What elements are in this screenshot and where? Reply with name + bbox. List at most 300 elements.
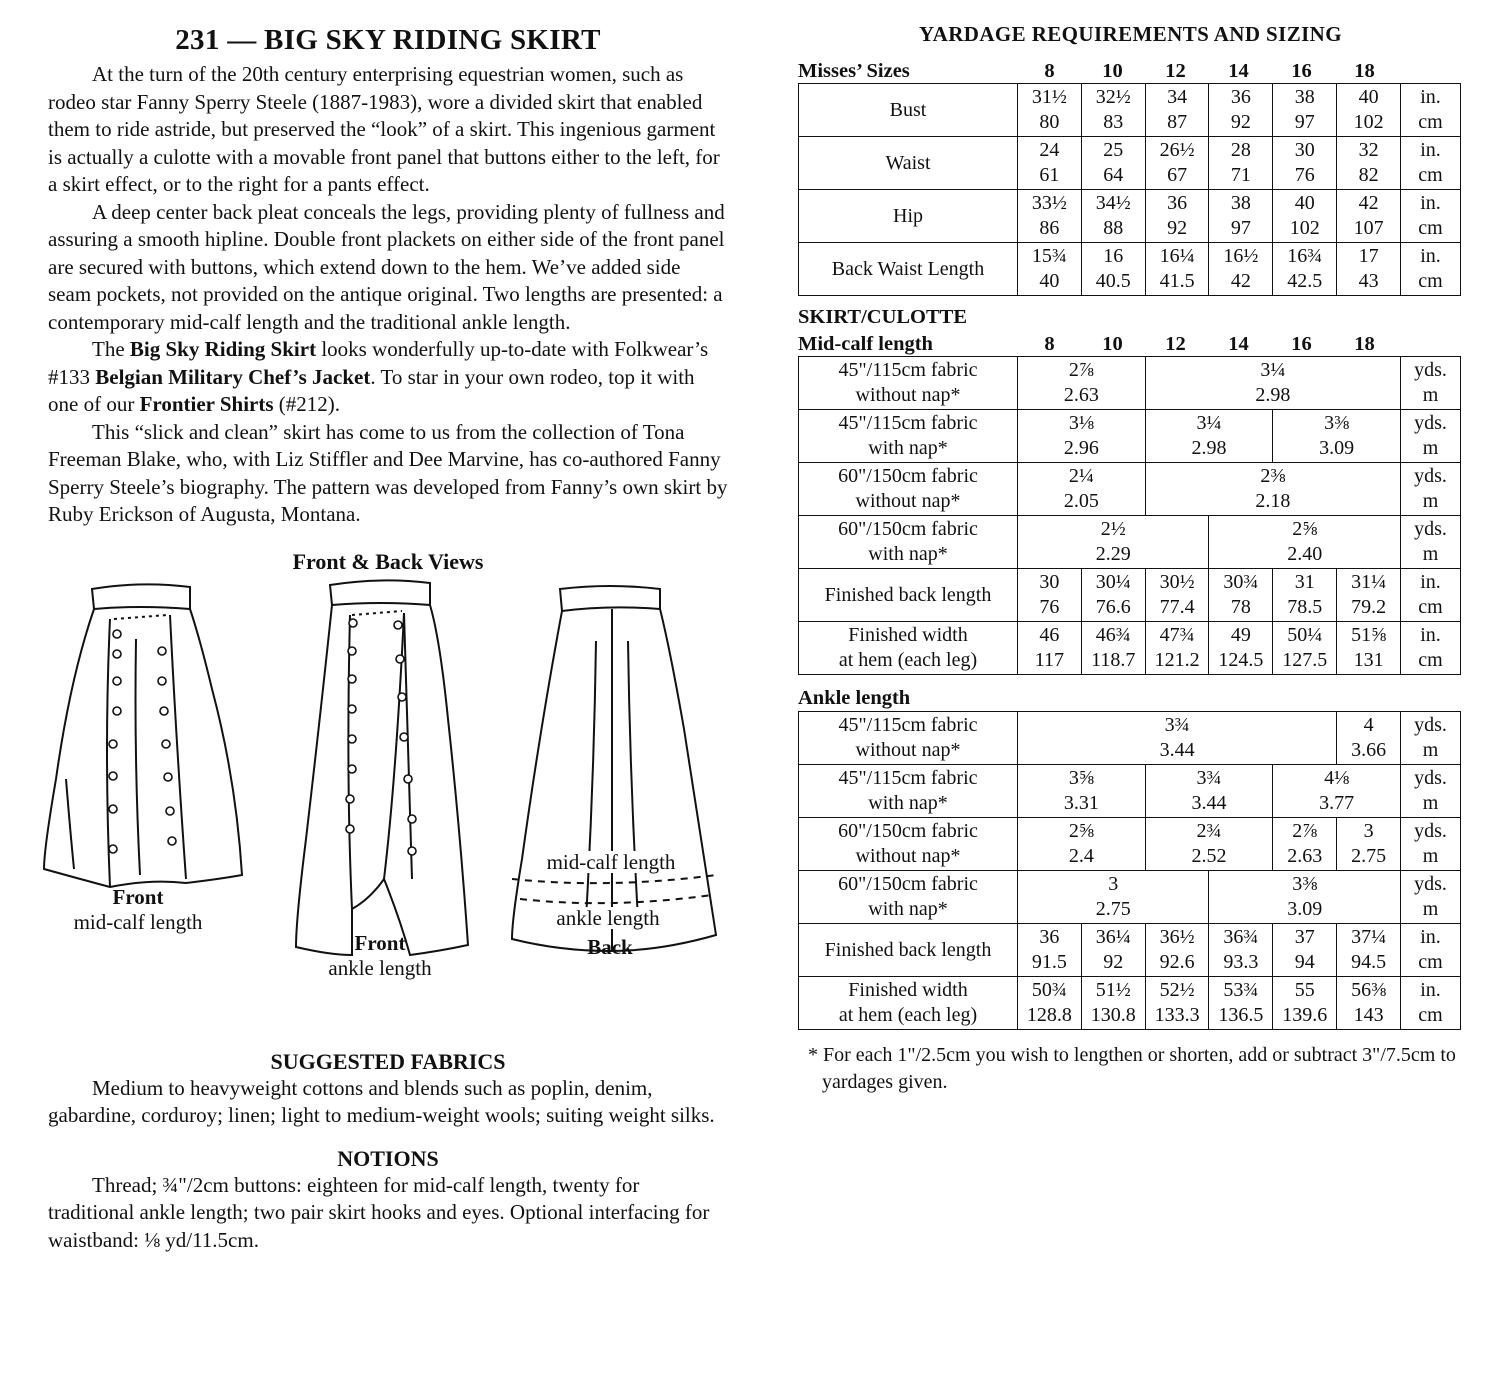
unit-cell [1401,190,1461,243]
value-in: 31½ [1031,86,1067,108]
value-in: 15¾ [1031,245,1067,267]
value-in: 50¼ [1287,624,1323,646]
finished-back-row [799,569,1461,622]
back-ankle-mark: ankle length [538,907,678,929]
value-cm: 78.5 [1287,596,1323,618]
fabrics-title: SUGGESTED FABRICS [270,1048,506,1074]
value-cm: 130.8 [1090,1004,1136,1026]
unit-cell [1401,622,1461,675]
unit-m: m [1422,792,1439,814]
yardage-m: 2.98 [1255,384,1291,406]
value-cell [1273,977,1337,1030]
fabric-label [799,712,1018,765]
size-12: 12 [1165,333,1186,355]
yardage-cell [1145,463,1400,516]
yardage-m: 2.75 [1351,845,1387,867]
caption-back: Back [587,934,633,959]
unit-cell [1401,516,1461,569]
value-cm: 97 [1230,217,1251,239]
value-in: 46¾ [1095,624,1131,646]
yardage-cell [1018,871,1209,924]
unit-cell [1401,84,1461,137]
fabrics-text: Medium to heavyweight cottons and blends such as poplin, denim, gabardine, corduroy; linen; light to medium-weight wools; suiting weight silks. [48,1075,715,1127]
value-cell [1145,924,1209,977]
value-cm: 76.6 [1095,596,1131,618]
yardage-cell [1018,357,1146,410]
value-cm: 82 [1358,164,1379,186]
value-in: 32½ [1095,86,1131,108]
value-in: 49 [1230,624,1251,646]
unit-cell [1401,463,1461,516]
fabric-label [799,357,1018,410]
value-in: 37¼ [1351,926,1387,948]
value-cell [1273,243,1337,296]
value-cell [1209,977,1273,1030]
value-cell [1273,84,1337,137]
unit-cm: cm [1418,596,1443,618]
yardage-m: 3.31 [1063,792,1099,814]
value-in: 16¼ [1159,245,1195,267]
yardage-yds: 3⅜ [1324,412,1350,434]
fabric-row [799,712,1461,765]
body-measurements-table [798,83,1461,296]
value-in: 55 [1294,979,1315,1001]
value-cell [1337,924,1401,977]
value-in: 16½ [1223,245,1259,267]
unit-m: m [1422,437,1439,459]
value-in: 30½ [1159,571,1195,593]
yardage-cell [1209,516,1401,569]
value-cell [1018,84,1082,137]
value-in: 40 [1358,86,1379,108]
yardage-yds: 3⅛ [1068,412,1094,434]
value-in: 17 [1358,245,1379,267]
size-10: 10 [1102,60,1123,82]
value-cm: 76 [1294,164,1315,186]
row-label [799,243,1018,296]
yardage-cell [1337,818,1401,871]
value-in: 46 [1039,624,1060,646]
yardage-title: YARDAGE REQUIREMENTS AND SIZING [919,22,1342,46]
yardage-cell [1018,516,1209,569]
unit-in: in. [1420,192,1441,214]
caption-text: mid-calf length [73,909,203,934]
row-label [799,137,1018,190]
size-8: 8 [1044,60,1055,82]
value-cm: 42 [1230,270,1251,292]
value-in: 25 [1103,139,1124,161]
skirt-name: Big Sky Riding Skirt [129,337,317,361]
unit-in: in. [1420,139,1441,161]
value-cm: 92 [1167,217,1188,239]
unit-cell [1401,569,1461,622]
row-label [799,190,1018,243]
value-cm: 92 [1230,111,1251,133]
yardage-m: 3.66 [1351,739,1387,761]
fabric-width: 45"/115cm fabric [838,412,978,434]
finished-width-row [799,977,1461,1030]
description-column [48,20,728,1254]
fabric-nap: without nap* [855,490,961,512]
value-in: 33½ [1031,192,1067,214]
value-cell [1145,137,1209,190]
yardage-cell [1209,871,1401,924]
value-cell [1209,137,1273,190]
yardage-yds: 3 [1108,873,1119,895]
unit-yds: yds. [1414,412,1447,434]
value-cm: 102 [1353,111,1384,133]
yardage-yds: 4⅛ [1324,767,1350,789]
value-cm: 102 [1289,217,1320,239]
pairing-paragraph [48,336,728,419]
value-cm: 40 [1039,270,1060,292]
fabric-label [799,765,1018,818]
text-run: looks wonderfully up-to-date with Folkwear’s #133 [48,337,709,389]
row-label-text: Hip [893,204,923,227]
yardage-m: 2.05 [1063,490,1099,512]
unit-cm: cm [1418,270,1443,292]
size-12: 12 [1165,60,1186,82]
value-in: 36 [1167,192,1188,214]
yardage-yds: 2¼ [1068,465,1094,487]
yardage-yds: 3⅜ [1292,873,1318,895]
value-cell [1209,190,1273,243]
value-cell [1337,977,1401,1030]
value-cm: 76 [1039,596,1060,618]
row-label-text: Finished width [848,979,968,1001]
value-in: 50¾ [1031,979,1067,1001]
yardage-cell [1145,357,1400,410]
unit-cm: cm [1418,951,1443,973]
value-cm: 80 [1039,111,1060,133]
size-18: 18 [1354,333,1375,355]
value-cell [1273,924,1337,977]
value-cell [1081,924,1145,977]
row-label-text: at hem (each leg) [838,1004,978,1026]
row-label-text: Back Waist Length [831,257,985,280]
value-cell [1337,243,1401,296]
caption-front-midcalf [68,885,208,935]
value-in: 51½ [1095,979,1131,1001]
row-label-text: at hem (each leg) [838,649,978,671]
views-title: Front & Back Views [292,548,484,574]
unit-cm: cm [1418,217,1443,239]
value-cell [1209,569,1273,622]
value-cell [1273,622,1337,675]
value-cell [1209,84,1273,137]
fabric-width: 60"/150cm fabric [838,873,978,895]
unit-cell [1401,871,1461,924]
shirts-name: Frontier Shirts [139,392,274,416]
value-in: 47¾ [1159,624,1195,646]
value-cm: 131 [1353,649,1384,671]
text-run: (#212). [273,392,341,416]
value-cm: 143 [1353,1004,1384,1026]
front-midcalf-drawing [44,584,242,887]
value-cm: 77.4 [1159,596,1195,618]
yardage-cell [1145,818,1273,871]
fabric-width: 45"/115cm fabric [838,714,978,736]
value-in: 56⅜ [1351,979,1387,1001]
value-cell [1209,243,1273,296]
value-cm: 92.6 [1159,951,1195,973]
value-in: 38 [1294,86,1315,108]
yardage-column [798,20,1463,1096]
value-in: 52½ [1159,979,1195,1001]
finished-back-row [799,924,1461,977]
yardage-cell [1273,818,1337,871]
notions-text: Thread; ¾"/2cm buttons: eighteen for mid-calf length, twenty for traditional ankle length; two pair skirt hooks and eyes. Optional interfacing for waistband: ⅛ yd/11.5cm. [48,1172,710,1252]
measurement-row [799,243,1461,296]
value-cell [1081,84,1145,137]
unit-cell [1401,977,1461,1030]
row-label-text: Finished back length [824,938,992,961]
unit-m: m [1422,384,1439,406]
value-cm: 139.6 [1282,1004,1328,1026]
caption-title: Front [112,884,164,909]
yardage-m: 3.77 [1319,792,1355,814]
value-cell [1081,137,1145,190]
value-cell [1081,977,1145,1030]
back-drawing [512,586,716,951]
yardage-yds: 3¾ [1164,714,1190,736]
value-cm: 86 [1039,217,1060,239]
yardage-cell [1018,765,1146,818]
value-in: 34 [1167,86,1188,108]
value-cell [1018,190,1082,243]
yardage-m: 2.4 [1068,845,1094,867]
value-cm: 121.2 [1154,649,1200,671]
value-cell [1209,622,1273,675]
value-in: 24 [1039,139,1060,161]
fabric-nap: with nap* [868,792,948,814]
value-cell [1018,924,1082,977]
yardage-m: 2.18 [1255,490,1291,512]
unit-cm: cm [1418,649,1443,671]
yardage-cell [1018,818,1146,871]
size-18: 18 [1354,60,1375,82]
yardage-cell [1018,463,1146,516]
value-cell [1273,137,1337,190]
measurement-row [799,84,1461,137]
value-in: 28 [1230,139,1251,161]
yardage-cell [1145,410,1273,463]
fabric-nap: with nap* [868,898,948,920]
value-in: 16 [1103,245,1124,267]
unit-yds: yds. [1414,465,1447,487]
row-label [799,84,1018,137]
yardage-cell [1018,410,1146,463]
unit-cell [1401,765,1461,818]
yardage-m: 2.75 [1095,898,1131,920]
fabric-width: 60"/150cm fabric [838,820,978,842]
value-cell [1145,569,1209,622]
garment-views [48,579,728,1049]
ankle-yardage-table [798,711,1461,1030]
value-cm: 136.5 [1218,1004,1264,1026]
yardage-yds: 4 [1363,714,1374,736]
unit-yds: yds. [1414,714,1447,736]
text-run: The [92,337,130,361]
unit-cell [1401,410,1461,463]
value-in: 30 [1039,571,1060,593]
fabric-row [799,463,1461,516]
skirt-section-title: SKIRT/CULOTTE [798,306,968,328]
unit-cell [1401,924,1461,977]
intro-paragraph: At the turn of the 20th century enterprising equestrian women, such as rodeo star Fanny Sperry Steele (1887-1983), wore a divided skirt that enabled them to ride astride, but preserved the “look” of a skirt. This ingenious garment is actually a culotte with a movable front panel that buttons either to the left, for a skirt effect, or to the right for a pants effect. [48,62,720,196]
fabric-row [799,765,1461,818]
unit-m: m [1422,739,1439,761]
unit-cell [1401,357,1461,410]
value-cm: 40.5 [1095,270,1131,292]
value-cm: 87 [1167,111,1188,133]
yardage-yds: 3¼ [1196,412,1222,434]
size-16: 16 [1291,60,1312,82]
yardage-m: 3.09 [1319,437,1355,459]
value-in: 40 [1294,192,1315,214]
unit-m: m [1422,898,1439,920]
value-in: 37 [1294,926,1315,948]
pleat-paragraph: A deep center back pleat conceals the legs, providing plenty of fullness and assuring a smooth hipline. Double front plackets on either side of the front panel are secured with buttons, which extend down to the hem. We’ve added side seam pockets, not provided on the antique original. Two lengths are presented: a contemporary mid-calf length and the traditional ankle length. [48,199,725,334]
fabric-width: 45"/115cm fabric [838,767,978,789]
value-cell [1145,84,1209,137]
row-label [799,924,1018,977]
row-label [799,622,1018,675]
value-cm: 97 [1294,111,1315,133]
yardage-footnote: * For each 1"/2.5cm you wish to lengthen or shorten, add or subtract 3"/7.5cm to yardages given. [808,1044,1456,1093]
value-cm: 93.3 [1223,951,1259,973]
fabric-width: 60"/150cm fabric [838,518,978,540]
value-in: 53¾ [1223,979,1259,1001]
unit-cell [1401,712,1461,765]
fabric-width: 45"/115cm fabric [838,359,978,381]
unit-m: m [1422,845,1439,867]
unit-cell [1401,137,1461,190]
value-cm: 107 [1353,217,1384,239]
yardage-m: 2.98 [1191,437,1227,459]
size-16: 16 [1291,333,1312,355]
midcalf-header [798,330,1463,356]
notions-title: NOTIONS [337,1145,439,1171]
value-cell [1273,569,1337,622]
size-14: 14 [1228,333,1249,355]
yardage-yds: 2⅞ [1292,820,1318,842]
history-paragraph: This “slick and clean” skirt has come to us from the collection of Tona Freeman Blake, who, with Liz Stiffler and Dee Marvine, has co-authored Fanny Sperry Steele’s biography. The pattern was developed from Fanny’s own skirt by Ruby Erickson of Augusta, Montana. [48,419,728,526]
fabric-label [799,463,1018,516]
value-cm: 61 [1039,164,1060,186]
yardage-cell [1018,712,1337,765]
value-in: 31 [1294,571,1315,593]
front-ankle-drawing [296,580,468,955]
value-in: 36¾ [1223,926,1259,948]
caption-front-ankle [310,931,450,981]
yardage-yds: 3¾ [1196,767,1222,789]
value-cell [1145,243,1209,296]
value-cm: 79.2 [1351,596,1387,618]
unit-yds: yds. [1414,820,1447,842]
yardage-yds: 2⅞ [1068,359,1094,381]
unit-cell [1401,243,1461,296]
value-in: 32 [1358,139,1379,161]
value-cm: 127.5 [1282,649,1328,671]
yardage-cell [1145,765,1273,818]
value-cm: 92 [1103,951,1124,973]
value-cm: 94.5 [1351,951,1387,973]
value-cell [1081,243,1145,296]
row-label [799,569,1018,622]
fabric-label [799,516,1018,569]
fabric-row [799,516,1461,569]
value-cm: 118.7 [1091,649,1136,671]
value-in: 34½ [1095,192,1131,214]
value-in: 36½ [1159,926,1195,948]
yardage-m: 2.40 [1287,543,1323,565]
unit-yds: yds. [1414,873,1447,895]
yardage-cell [1337,712,1401,765]
yardage-m: 3.44 [1191,792,1227,814]
row-label-text: Finished width [848,624,968,646]
value-cell [1145,190,1209,243]
yardage-yds: 2⅝ [1292,518,1318,540]
size-10: 10 [1102,333,1123,355]
unit-cm: cm [1418,164,1443,186]
value-in: 38 [1230,192,1251,214]
value-cell [1018,977,1082,1030]
value-in: 26½ [1159,139,1195,161]
yardage-m: 2.96 [1063,437,1099,459]
fabric-nap: with nap* [868,543,948,565]
value-in: 36¼ [1095,926,1131,948]
unit-in: in. [1420,571,1441,593]
value-cell [1337,84,1401,137]
value-cell [1081,569,1145,622]
text-run: . To star in your own rodeo, top it with one of our [48,364,695,416]
measurement-row [799,190,1461,243]
unit-cm: cm [1418,111,1443,133]
unit-m: m [1422,490,1439,512]
value-cm: 128.8 [1026,1004,1072,1026]
value-cell [1018,569,1082,622]
ankle-section-title: Ankle length [798,687,911,709]
fabric-row [799,818,1461,871]
unit-in: in. [1420,926,1441,948]
value-cm: 78 [1230,596,1251,618]
value-cell [1273,190,1337,243]
yardage-m: 2.63 [1287,845,1323,867]
value-cell [1081,622,1145,675]
yardage-cell [1273,765,1401,818]
unit-yds: yds. [1414,359,1447,381]
value-cm: 64 [1103,164,1124,186]
value-cell [1337,622,1401,675]
value-cell [1018,137,1082,190]
fabric-width: 60"/150cm fabric [838,465,978,487]
fabric-label [799,818,1018,871]
midcalf-yardage-table [798,356,1461,675]
unit-cm: cm [1418,1004,1443,1026]
value-cm: 71 [1230,164,1251,186]
row-label-text: Waist [885,151,931,174]
fabric-nap: without nap* [855,384,961,406]
yardage-cell [1273,410,1401,463]
value-cm: 91.5 [1031,951,1067,973]
unit-yds: yds. [1414,767,1447,789]
unit-in: in. [1420,624,1441,646]
fabric-nap: without nap* [855,845,961,867]
yardage-m: 3.44 [1159,739,1195,761]
value-cell [1337,190,1401,243]
fabric-row [799,410,1461,463]
